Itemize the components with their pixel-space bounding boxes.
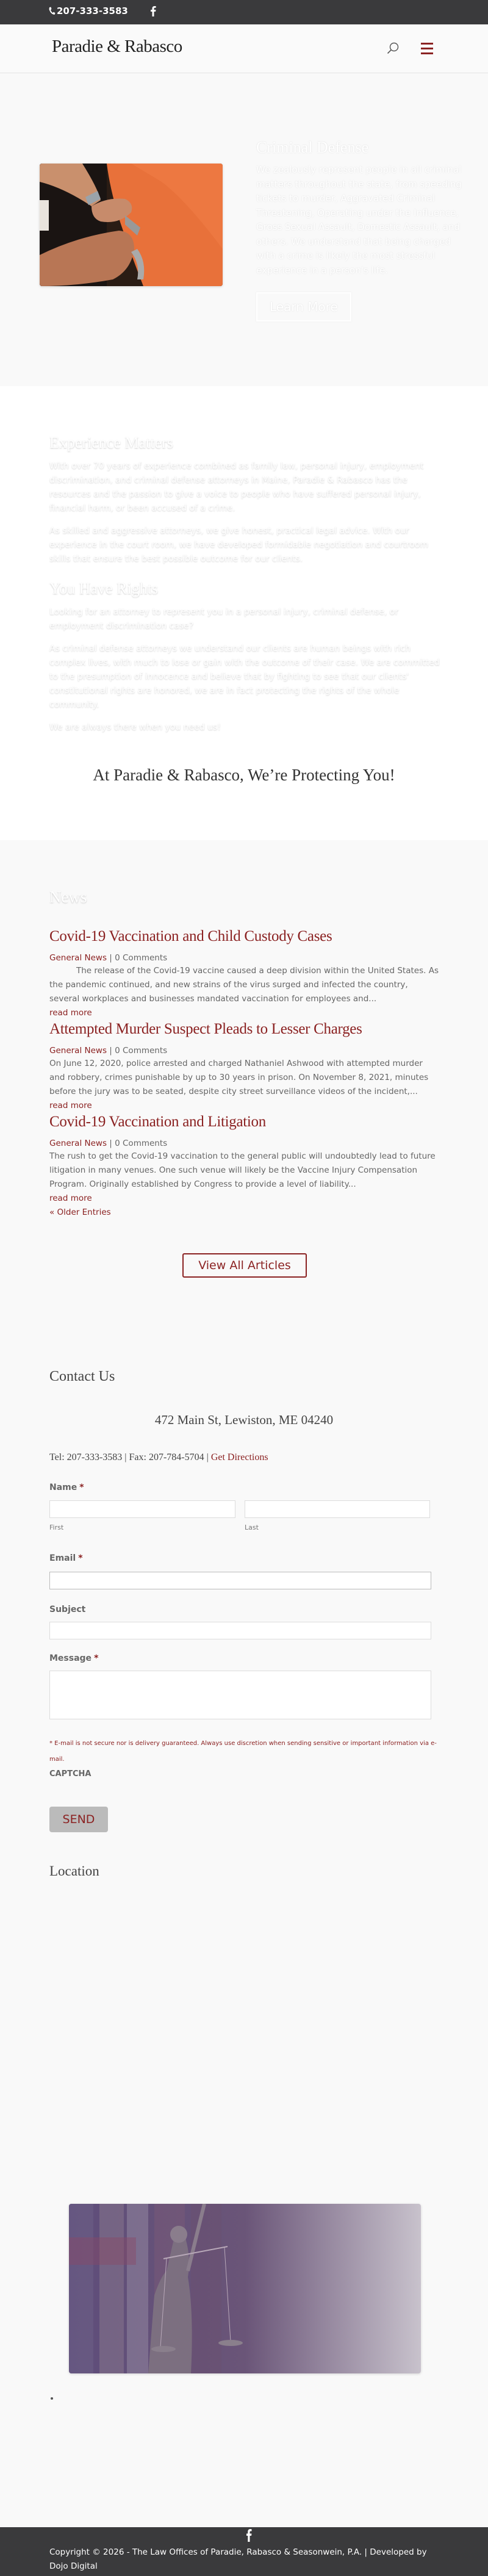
top-bar bbox=[0, 0, 488, 24]
experience-paragraph-1: With over 70 years of experience combined as family law, personal injury, employment discrimination, and criminal defense attorneys in Maine, Paradie & Rabasco has the resources and the passion to give a voice to people who have suffered personal injury, financial harm, or been accused of a crime. bbox=[49, 461, 424, 513]
contact-info-line bbox=[49, 1452, 268, 1463]
post-category-link[interactable]: General News bbox=[49, 953, 107, 963]
subject-label: Subject bbox=[49, 1605, 86, 1614]
hero-section bbox=[0, 74, 488, 386]
last-name-input[interactable] bbox=[245, 1500, 430, 1518]
post-category-link[interactable]: General News bbox=[49, 1139, 107, 1148]
post-title-link[interactable]: Covid-19 Vaccination and Litigation bbox=[49, 1114, 266, 1130]
post-title-link[interactable]: Covid-19 Vaccination and Child Custody Cases bbox=[49, 928, 332, 944]
phone-icon bbox=[48, 7, 56, 15]
learn-more-button[interactable]: Learn More bbox=[256, 292, 351, 322]
lady-justice-image bbox=[69, 2204, 421, 2373]
experience-heading: Experience Matters bbox=[49, 434, 173, 452]
site-footer bbox=[0, 2527, 488, 2576]
post-meta bbox=[49, 1045, 440, 1057]
read-more-link[interactable]: read more bbox=[49, 1193, 92, 1203]
post-comments[interactable]: 0 Comments bbox=[115, 1046, 168, 1056]
rights-heading: You Have Rights bbox=[49, 580, 158, 597]
post-category-link[interactable]: General News bbox=[49, 1046, 107, 1056]
email-disclaimer: * E-mail is not secure nor is delivery guaranteed. Always use discretion when sending sensitive or important information via e-mail. bbox=[49, 1740, 437, 1763]
send-button[interactable]: SEND bbox=[49, 1807, 108, 1832]
hamburger-menu-icon[interactable] bbox=[421, 43, 436, 55]
office-address: 472 Main St, Lewiston, ME 04240 bbox=[154, 1412, 334, 1427]
name-label: Name * bbox=[49, 1483, 84, 1492]
list-bullet bbox=[51, 2397, 53, 2400]
meta-separator: | bbox=[106, 953, 115, 963]
hero-text-block bbox=[256, 139, 464, 322]
facebook-icon[interactable] bbox=[246, 2528, 252, 2544]
experience-paragraph-2: As skilled and aggressive attorneys, we give honest, practical legal advice. With our experience in the court room, we have developed formidable negotiation and courtroom skills that ensure the best possible outcome for our clients. bbox=[49, 526, 429, 564]
email-input[interactable] bbox=[49, 1572, 431, 1589]
post-list bbox=[49, 927, 440, 1220]
first-name-input[interactable] bbox=[49, 1500, 235, 1518]
subject-input[interactable] bbox=[49, 1622, 431, 1639]
view-all-articles-button[interactable]: View All Articles bbox=[182, 1253, 307, 1278]
site-logo[interactable]: Paradie & Rabasco bbox=[52, 37, 182, 56]
meta-separator: | bbox=[106, 1139, 115, 1148]
rights-paragraph-3: We are always there when you need us! bbox=[49, 722, 221, 732]
copyright-text: Copyright © 2026 - The Law Offices of Paradie, Rabasco & Seasonwein, P.A. | Developed by Dojo Digital bbox=[49, 2547, 427, 2571]
captcha-label: CAPTCHA bbox=[49, 1769, 92, 1779]
read-more-link[interactable]: read more bbox=[49, 1101, 92, 1110]
meta-separator: | bbox=[106, 1046, 115, 1056]
phone-link[interactable] bbox=[48, 5, 128, 16]
tagline: At Paradie & Rabasco, We’re Protecting You! bbox=[93, 766, 395, 784]
post-comments[interactable]: 0 Comments bbox=[115, 1139, 168, 1148]
post-meta bbox=[49, 1137, 440, 1149]
post-excerpt: The release of the Covid-19 vaccine caused a deep division within the United States. As the pandemic continued, and new strains of the virus surged and infected the country, several workplaces and businesses mandated vaccination for employees and... bbox=[49, 966, 439, 1004]
rights-paragraph-1: Looking for an attorney to represent you in a personal injury, criminal defense, or employment discrimination case? bbox=[49, 607, 399, 631]
facebook-icon[interactable] bbox=[150, 5, 156, 19]
post-excerpt: The rush to get the Covid-19 vaccination to the general public will undoubtedly lead to future litigation in many venues. One such venue will likely be the Vaccine Injury Compensation Program. Originally established by Congress to provide a level of liability... bbox=[49, 1151, 436, 1189]
message-textarea[interactable] bbox=[49, 1671, 431, 1719]
post-meta bbox=[49, 952, 440, 964]
read-more-link[interactable]: read more bbox=[49, 1008, 92, 1018]
rights-paragraph-2: As criminal defense attorneys we understand our clients are human beings with rich complex lives, with much to lose or gain with the outcome of their case. We are committed to the presumption of innocence and believe that by fighting to see that our clients' constitutional rights are honored, we are in fact protecting the rights of the whole community. bbox=[49, 644, 440, 710]
location-heading: Location bbox=[49, 1863, 99, 1879]
hero-body: We zealously represent people in all criminal matters throughout the state, from speeding tickets to murder, Aggravated Criminal Threatening, Operating under the Influence, Gross Sexual Assault, Domestic Assault, and others. We understand that being charged with a crime is likely the most stressful experience in a person's life. bbox=[256, 164, 462, 276]
message-label: Message * bbox=[49, 1653, 99, 1663]
get-directions-link[interactable]: Get Directions bbox=[210, 1452, 268, 1462]
tel-fax: Tel: 207-333-3583 | Fax: 207-784-5704 | bbox=[49, 1452, 211, 1462]
post-comments[interactable]: 0 Comments bbox=[115, 953, 168, 963]
post-item bbox=[49, 927, 440, 1020]
news-heading: News bbox=[49, 888, 87, 906]
older-entries-link[interactable]: « Older Entries bbox=[49, 1207, 111, 1217]
email-label: Email * bbox=[49, 1553, 83, 1563]
handcuffs-image bbox=[40, 164, 223, 286]
site-header bbox=[0, 24, 488, 73]
post-excerpt: On June 12, 2020, police arrested and charged Nathaniel Ashwood with attempted murder and robbery, crimes punishable by up to 30 years in prison. On November 8, 2021, minutes before the jury was to be seated, despite city street surveillance videos of the incident,... bbox=[49, 1059, 429, 1096]
last-sublabel: Last bbox=[245, 1524, 259, 1531]
post-title-link[interactable]: Attempted Murder Suspect Pleads to Lesser Charges bbox=[49, 1021, 362, 1037]
first-sublabel: First bbox=[49, 1524, 64, 1531]
hero-title: Criminal Defense bbox=[256, 139, 369, 156]
post-item bbox=[49, 1113, 440, 1206]
post-item bbox=[49, 1020, 440, 1113]
phone-number: 207-333-3583 bbox=[57, 5, 128, 16]
contact-heading: Contact Us bbox=[49, 1369, 115, 1384]
search-icon[interactable] bbox=[386, 41, 400, 55]
